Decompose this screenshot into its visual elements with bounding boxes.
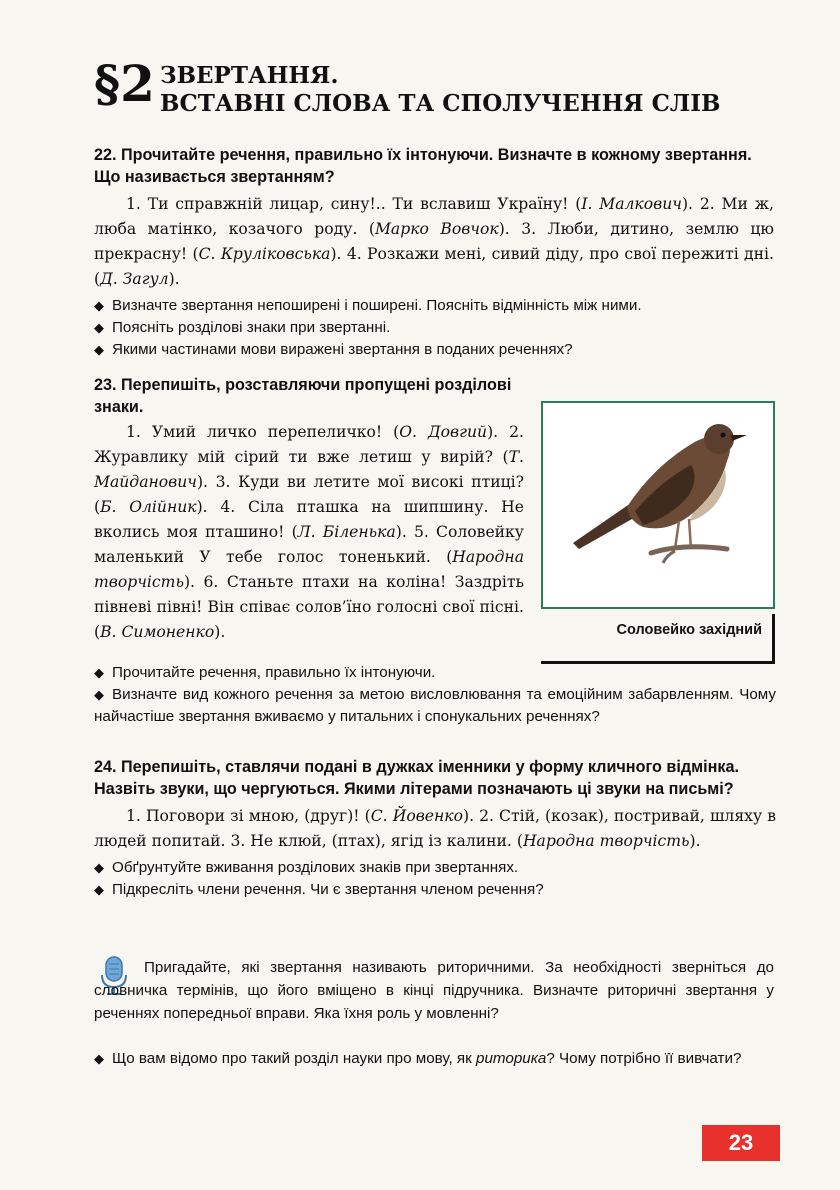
rhetoric-question: ◆ Що вам відомо про такий розділ науки про мову, як риторика? Чому потрібно її вивчати? <box>94 1047 774 1070</box>
illustration-caption: Соловейко західний <box>616 622 762 638</box>
exercise-24-text: 1. Поговори зі мною, (друг)! (С. Йовенко). 2. Стій, (козак), постривай, шляху в людей попитай. 3. Не клюй, (птах), ягід із калини. (Народна творчість). <box>94 807 777 850</box>
exercise-23 <box>94 374 524 645</box>
exercise-22-task: 22. Прочитайте речення, правильно їх інтонуючи. Визначте в кожному звертання. Що називається звертанням? <box>94 146 752 186</box>
illustration-caption-box <box>541 614 775 664</box>
exercise-24-task: 24. Перепишіть, ставлячи подані в дужках іменники у форму кличного відмінка. Назвіть звуки, що чергуються. Якими літерами позначають ці звуки на письмі? <box>94 758 739 798</box>
section-title-line-1: ЗВЕРТАННЯ. <box>160 62 339 89</box>
question-item: ◆ Якими частинами мови виражені звертання в поданих реченнях? <box>94 339 774 361</box>
question-item: ◆ Визначте звертання непоширені і поширені. Поясніть відмінність між ними. <box>94 295 774 317</box>
exercise-24-questions <box>94 857 776 901</box>
section-number: §2 <box>94 54 155 113</box>
exercise-22-questions <box>94 295 774 361</box>
nightingale-bird-icon <box>543 403 773 607</box>
nightingale-illustration <box>541 401 775 609</box>
diamond-bullet-icon: ◆ <box>94 860 104 875</box>
exercise-22-text: 1. Ти справжній лицар, сину!.. Ти вславиш Україну! (І. Малкович). 2. Ми ж, люба матінко, козачого роду. (Марко Вовчок). 3. Люби, дитино, землю цю прекрасну! (С. Круліковська). 4. Розкажи мені, сивий діду, про свої пережиті дні. (Д. Загул). <box>94 195 774 288</box>
exercise-24 <box>94 756 776 901</box>
diamond-bullet-icon: ◆ <box>94 298 104 313</box>
question-item: ◆ Обґрунтуйте вживання розділових знаків при звертаннях. <box>94 857 776 879</box>
section-title-line-2: ВСТАВНІ СЛОВА ТА СПОЛУЧЕННЯ СЛІВ <box>160 90 721 117</box>
diamond-bullet-icon: ◆ <box>94 342 104 357</box>
question-item: ◆ Визначте вид кожного речення за метою висловлювання та емоційним забарвленням. Чому найчастіше звертання вживаємо у питальних і спонукальних реченнях? <box>94 686 776 725</box>
diamond-bullet-icon: ◆ <box>94 882 104 897</box>
diamond-bullet-icon: ◆ <box>94 320 104 335</box>
exercise-23-questions <box>94 662 776 728</box>
question-item: ◆ Підкресліть члени речення. Чи є звертання членом речення? <box>94 879 776 901</box>
diamond-bullet-icon: ◆ <box>94 1051 104 1066</box>
exercise-23-text: 1. Умий личко перепеличко! (О. Довгий). 2. Журавлику мій сірий ти вже летиш у вирій? (Т. Майданович). 3. Куди ви летите мої високі птиці? (Б. Олійник). 4. Сіла пташка на шипшину. Не вколись моя пташино! (Л. Біленька). 5. Соловейку маленький У тебе голос тоненький. (Народна творчість). 6. Станьте птахи на коліна! Заздріть півневі півні! Він співає солов’їно голосні свої пісні. (В. Симоненко). <box>94 423 524 641</box>
exercise-22 <box>94 144 774 361</box>
page-number: 23 <box>702 1125 780 1161</box>
diamond-bullet-icon: ◆ <box>94 665 104 680</box>
rhetoric-note: Пригадайте, які звертання називають риторичними. За необхідності зверніться до словничка термінів, що його вміщено в кінці підручника. Визначте риторичні звертання у реченнях попередньої вправи. Яка їхня роль у мовленні? <box>94 959 774 1022</box>
question-item: ◆ Прочитайте речення, правильно їх інтонуючи. <box>94 662 776 684</box>
question-item: ◆ Поясніть розділові знаки при звертанні. <box>94 317 774 339</box>
section-header <box>94 52 794 122</box>
exercise-23-task: 23. Перепишіть, розставляючи пропущені розділові знаки. <box>94 376 512 416</box>
diamond-bullet-icon: ◆ <box>94 687 104 702</box>
